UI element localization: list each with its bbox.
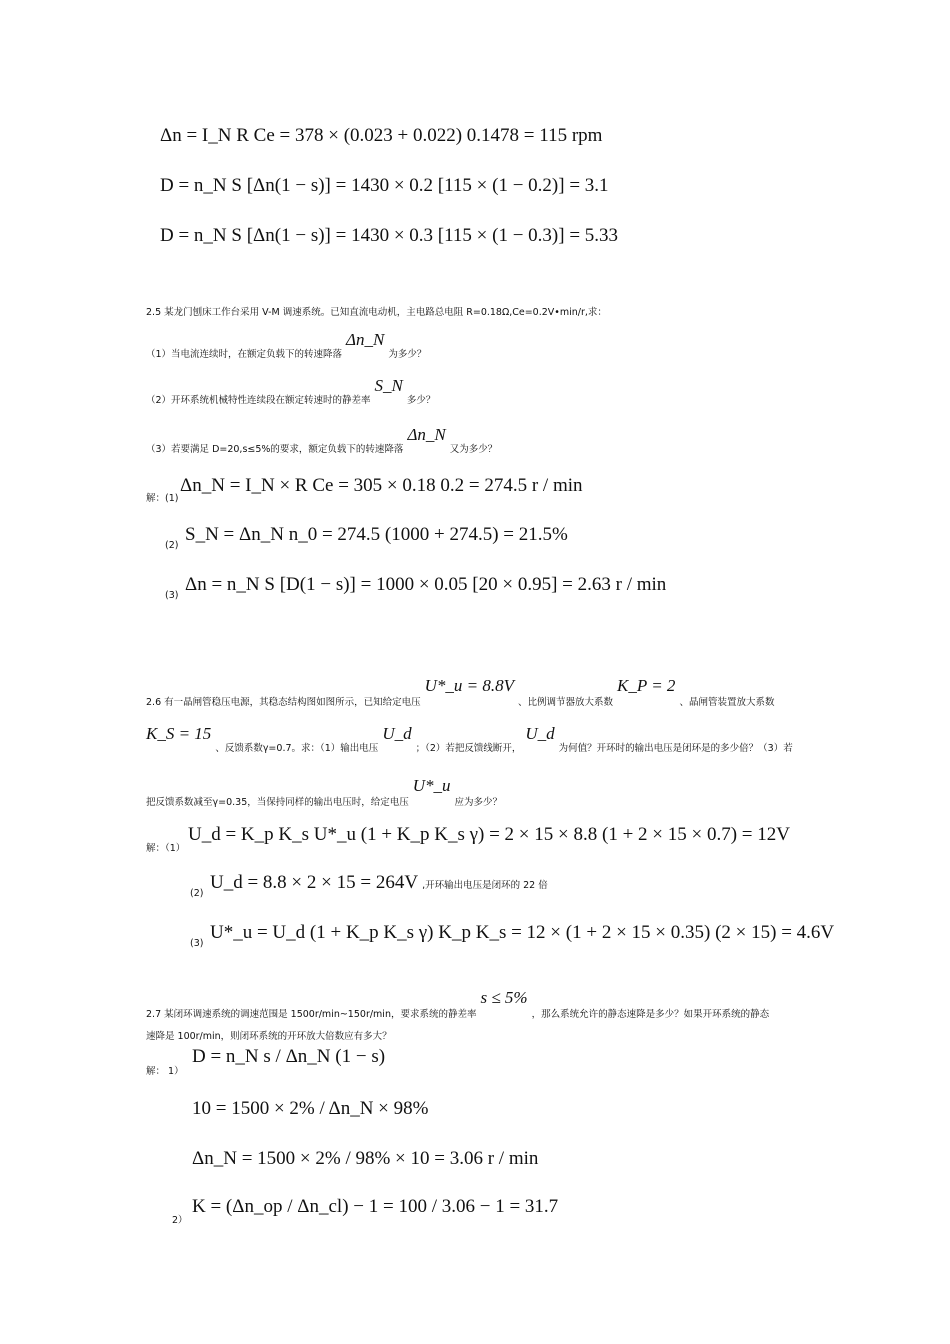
answer-2-6-label-2: (2) (190, 888, 204, 899)
p26-ud-symbol: U_d (382, 724, 412, 743)
answer-2-5-eq1: Δn_N = I_N × R Ce = 305 × 0.18 0.2 = 274.5 r / min (180, 475, 583, 496)
answer-2-6-label-3: (3) (190, 938, 204, 949)
p27-line1-b: ，那么系统允许的静态速降是多少？如果开环系统的静态 (531, 1009, 770, 1020)
equation-range-1: D = n_N S [Δn(1 − s)] = 1430 × 0.2 [115 × (1 − 0.2)] = 3.1 (160, 175, 609, 196)
p26-line1-a: 2.6 有一晶闸管稳压电源，其稳态结构图如图所示，已知给定电压 (146, 697, 421, 708)
p27-s-symbol: s ≤ 5% (480, 988, 528, 1007)
answer-2-5-eq3: Δn = n_N S [D(1 − s)] = 1000 × 0.05 [20 × 0.95] = 2.63 r / min (185, 574, 667, 595)
answer-2-7-eq2: 10 = 1500 × 2% / Δn_N × 98% (192, 1098, 429, 1119)
problem-2-5-q1 (146, 330, 426, 360)
q1-text: （1）当电流连续时，在额定负载下的转速降落 (146, 349, 343, 360)
p26-ud-symbol-2: U_d (525, 724, 555, 743)
p26-line3-b: 应为多少？ (454, 797, 503, 808)
p26-line2-a: 、反馈系数γ=0.7。求：（1）输出电压 (215, 743, 379, 754)
equation-range-2: D = n_N S [Δn(1 − s)] = 1430 × 0.3 [115 × (1 − 0.3)] = 5.33 (160, 225, 619, 246)
problem-2-5-intro: 2.5 某龙门刨床工作台采用 V-M 调速系统。已知直流电动机，主电路总电阻 R=0.18Ω,Ce=0.2V•min/r,求： (146, 307, 607, 318)
answer-2-7-eq4: K = (Δn_op / Δn_cl) − 1 = 100 / 3.06 − 1 = 31.7 (192, 1196, 559, 1217)
problem-2-5-q3 (146, 425, 497, 455)
answer-2-6-label: 解：（1） (146, 843, 186, 854)
answer-2-5-eq2: S_N = Δn_N n_0 = 274.5 (1000 + 274.5) = 21.5% (185, 524, 568, 545)
answer-2-7-eq1: D = n_N s / Δn_N (1 − s) (192, 1046, 386, 1067)
p26-uu-symbol-2: U*_u (412, 776, 451, 795)
answer-2-6-note: ,开环输出电压是闭环的 22 倍 (422, 880, 548, 891)
problem-2-5-q2 (146, 376, 435, 406)
p27-line1-a: 2.7 某闭环调速系统的调速范围是 1500r/min~150r/min，要求系统的静差率 (146, 1009, 477, 1020)
answer-2-6-eq2-row (210, 872, 548, 894)
p26-line1-c: 、晶闸管装置放大系数 (679, 697, 775, 708)
p26-ks-symbol: K_S = 15 (146, 724, 212, 743)
q1-symbol: Δn_N (346, 330, 385, 349)
q1-end: 为多少？ (388, 349, 427, 360)
answer-2-7-label-2: 2） (172, 1215, 188, 1226)
p26-line2-c: 为何值？开环时的输出电压是闭环是的多少倍？（3）若 (558, 743, 793, 754)
answer-2-6-eq3: U*_u = U_d (1 + K_p K_s γ) K_p K_s = 12 × (1 + 2 × 15 × 0.35) (2 × 15) = 4.6V (210, 922, 835, 943)
answer-2-7-eq3: Δn_N = 1500 × 2% / 98% × 10 = 3.06 r / min (192, 1148, 539, 1169)
p26-line3-a: 把反馈系数减至γ=0.35，当保持同样的输出电压时，给定电压 (146, 797, 409, 808)
q3-text: （3）若要满足 D=20,s≤5%的要求，额定负载下的转速降落 (146, 444, 404, 455)
q3-symbol: Δn_N (407, 425, 446, 444)
p26-line2-b: ；（2）若把反馈线断开， (415, 743, 522, 754)
answer-2-5-label-3: (3) (165, 590, 179, 601)
q3-end: 又为多少？ (449, 444, 498, 455)
p26-uu-symbol: U*_u = 8.8V (424, 676, 515, 695)
equation-speed-drop: Δn = I_N R Ce = 378 × (0.023 + 0.022) 0.1478 = 115 rpm (160, 125, 603, 146)
p26-kp-symbol: K_P = 2 (617, 676, 676, 695)
problem-2-7-line1 (146, 988, 769, 1020)
p26-line1-b: 、比例调节器放大系数 (518, 697, 614, 708)
q2-text: （2）开环系统机械特性连续段在额定转速时的静差率 (146, 395, 371, 406)
problem-2-6-line3 (146, 776, 502, 808)
answer-2-6-eq2: U_d = 8.8 × 2 × 15 = 264V (210, 872, 419, 893)
answer-2-5-label-2: (2) (165, 540, 179, 551)
answer-2-6-eq1: U_d = K_p K_s U*_u (1 + K_p K_s γ) = 2 × 15 × 8.8 (1 + 2 × 15 × 0.7) = 12V (188, 824, 790, 845)
answer-2-7-label: 解： 1） (146, 1066, 184, 1077)
q2-end: 多少？ (406, 395, 436, 406)
problem-2-7-line2: 速降是 100r/min，则闭环系统的开环放大倍数应有多大？ (146, 1031, 392, 1042)
answer-2-5-label: 解：(1) (146, 493, 179, 504)
problem-2-6-line1 (146, 676, 774, 708)
problem-2-6-line2 (146, 724, 793, 754)
q2-symbol: S_N (374, 376, 403, 395)
